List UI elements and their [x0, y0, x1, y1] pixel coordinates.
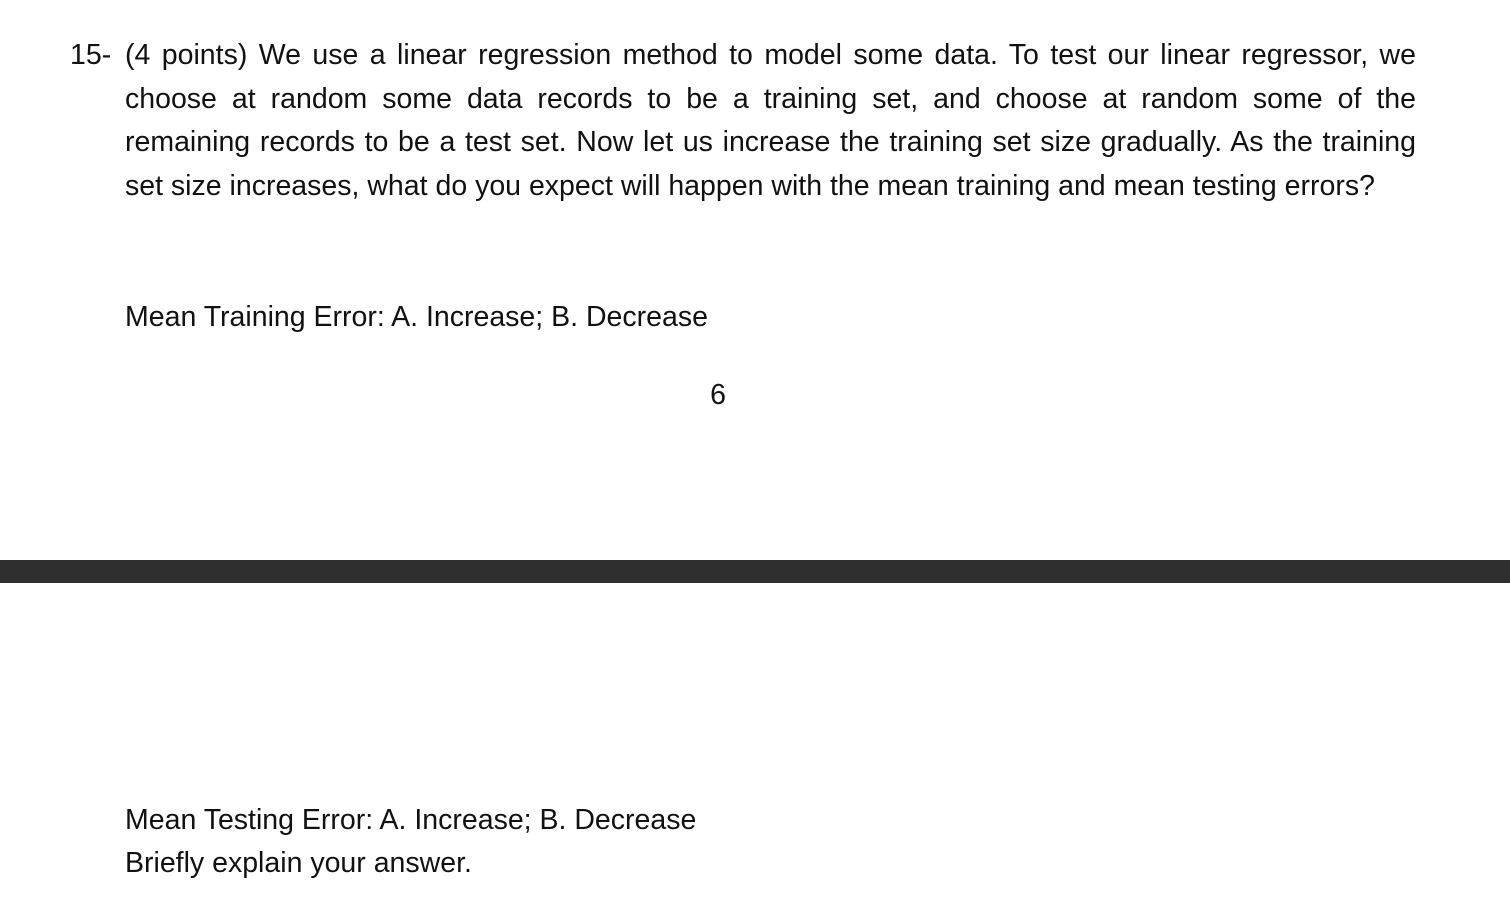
question-text: (4 points) We use a linear regression method to model some data. To test our linear regressor, we choose at random some data records to be a training set, and choose at random some of the remaining records to be a test set. Now let us increase the training set size gradually. As the training set size increases, what do you expect will happen with the mean training and mean testing errors? — [125, 39, 1416, 202]
page-number: 6 — [710, 379, 726, 411]
question-number: 15- — [70, 39, 112, 71]
document-page-bottom — [0, 583, 1510, 916]
mean-training-error-options: Mean Training Error: A. Increase; B. Decrease — [125, 301, 708, 333]
page-break-divider — [0, 560, 1510, 583]
question-15 — [70, 34, 1416, 208]
explain-answer-prompt: Briefly explain your answer. — [125, 847, 472, 879]
mean-testing-error-options: Mean Testing Error: A. Increase; B. Decrease — [125, 804, 697, 836]
